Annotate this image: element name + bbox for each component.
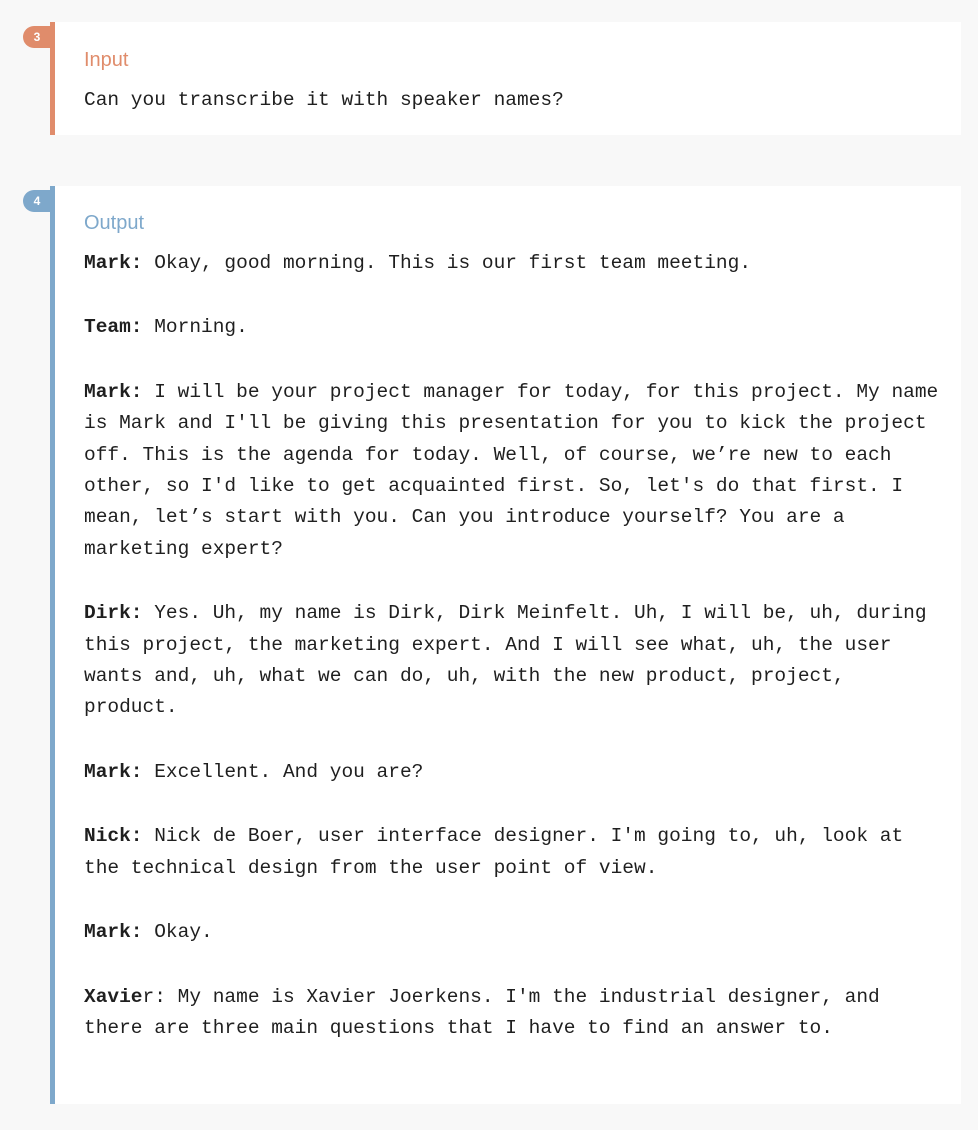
- speaker-name: Dirk:: [84, 602, 143, 625]
- input-step-badge: 3: [23, 26, 55, 48]
- speaker-name: Xavie: [84, 985, 143, 1008]
- utterance-text: Yes. Uh, my name is Dirk, Dirk Meinfelt. Uh, I will be, uh, during this project, the marketing expert. And I will see what, uh, the user wants and, uh, what we can do, uh, with the new product, project, product.: [84, 602, 927, 719]
- transcript-entry: [84, 248, 944, 279]
- speaker-name: Mark:: [84, 252, 143, 274]
- input-heading: Input: [84, 49, 129, 71]
- speaker-name: Nick:: [84, 825, 143, 848]
- speaker-name: Mark:: [84, 760, 143, 783]
- transcript-entry: [84, 312, 944, 343]
- utterance-text: Okay.: [142, 921, 213, 944]
- input-text: Can you transcribe it with speaker names?: [84, 89, 564, 111]
- transcript-entry: [84, 982, 944, 1045]
- utterance-text: Nick de Boer, user interface designer. I'm going to, uh, look at the technical design from the user point of view.: [84, 825, 904, 879]
- transcript-entry: [84, 757, 944, 788]
- output-card: [33, 186, 961, 1104]
- utterance-text: Okay, good morning. This is our first team meeting.: [142, 252, 752, 274]
- speaker-name: Mark:: [84, 380, 143, 403]
- utterance-text: Morning.: [142, 316, 248, 339]
- transcript: [84, 248, 944, 1077]
- transcript-entry: [84, 598, 944, 724]
- output-accent-bar: [50, 186, 55, 1104]
- output-step-badge: 4: [23, 190, 55, 212]
- transcript-entry: [84, 377, 944, 565]
- speaker-name: Mark:: [84, 921, 143, 944]
- transcript-entry: [84, 917, 944, 948]
- input-card: [33, 22, 961, 135]
- output-heading: Output: [84, 212, 145, 234]
- utterance-text: : My name is Xavier Joerkens. I'm the industrial designer, and there are three main questions that I have to find an answer to.: [84, 985, 880, 1039]
- speaker-name: Team:: [84, 316, 143, 339]
- transcript-entry: [84, 821, 944, 884]
- speaker-name-rest: r: [142, 985, 155, 1008]
- utterance-text: Excellent. And you are?: [142, 760, 424, 783]
- utterance-text: I will be your project manager for today, for this project. My name is Mark and I'll be giving this presentation for you to kick the project off. This is the agenda for today. Well, of course, we’re new to each other, so I'd like to get acquainted first. So, let's do that first. I mean, let’s start with you. Can you introduce yourself? You are a marketing expert?: [84, 380, 939, 560]
